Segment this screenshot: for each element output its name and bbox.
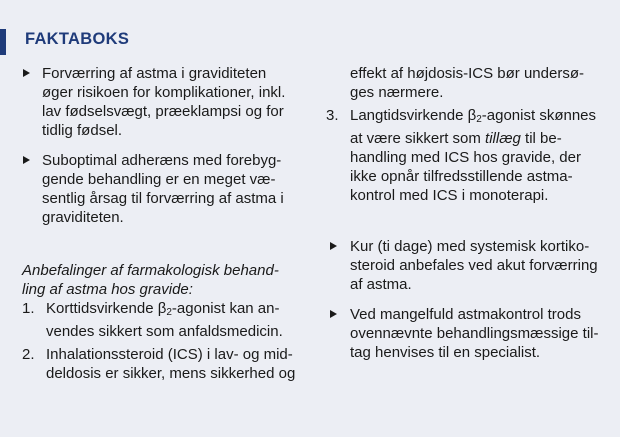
- text-line: kontrol med ICS i monoterapi.: [350, 187, 549, 204]
- left-column: [18, 64, 308, 383]
- text-line: graviditeten.: [42, 209, 124, 226]
- text-line: Korttidsvirkende $\beta_2$-agonist kan an-: [46, 300, 280, 318]
- triangle-bullet-icon: [330, 242, 337, 250]
- item-number: 3.: [326, 107, 339, 124]
- bullet-item-3: [330, 237, 608, 294]
- right-column: [326, 64, 608, 362]
- text-line: tidlig fødsel.: [42, 122, 123, 139]
- text-line: øger risikoen for komplikationer, inkl.: [42, 84, 286, 101]
- numbered-item-2: [18, 345, 308, 383]
- text-line: deldosis er sikker, mens sikkerhed og: [46, 365, 296, 382]
- text-line: lav fødselsvægt, præeklampsi og for: [42, 103, 284, 120]
- title-accent-bar: [0, 29, 6, 55]
- text-line: vendes sikkert som anfaldsmedicin.: [46, 323, 283, 340]
- numbered-item-1: [18, 299, 308, 341]
- text-line: gende behandling er en meget væ-: [42, 171, 276, 188]
- text-line: Inhalationssteroid (ICS) i lav- og mid-: [46, 346, 293, 363]
- text-line: ikke opnår tilfredsstillende astma-: [350, 168, 573, 185]
- text-line: ges nærmere.: [350, 84, 444, 101]
- text-line: Forværring af astma i graviditeten: [42, 65, 267, 82]
- text-line: Anbefalinger af farmakologisk behand-: [22, 262, 279, 279]
- text-line: Langtidsvirkende $\beta_2$-agonist skønnes: [350, 107, 597, 125]
- text-line: at være sikkert som tillæg til be-: [350, 130, 562, 147]
- text-line: ovennævnte behandlingsmæssige til-: [350, 325, 599, 342]
- recommendations-heading: [18, 261, 308, 299]
- text-line: Ved mangelfuld astmakontrol trods: [350, 306, 581, 323]
- bullet-item-2: [18, 151, 308, 227]
- text-line: steroid anbefales ved akut forværring: [350, 257, 598, 274]
- factbox-title: FAKTABOKS: [25, 30, 130, 48]
- triangle-bullet-icon: [23, 156, 30, 164]
- text-line: Kur (ti dage) med systemisk kortiko-: [350, 238, 590, 255]
- bullet-item-4: [330, 305, 608, 362]
- text-line: ling af astma hos gravide:: [22, 281, 193, 298]
- numbered-item-3: [326, 106, 608, 205]
- triangle-bullet-icon: [330, 310, 337, 318]
- item-number: 1.: [22, 300, 35, 317]
- text-line: handling med ICS hos gravide, der: [350, 149, 581, 166]
- text-line: sentlig årsag til forværring af astma i: [42, 190, 284, 207]
- text-line: af astma.: [350, 276, 412, 293]
- text-line: effekt af højdosis-ICS bør undersø-: [350, 65, 584, 82]
- text-line: Suboptimal adheræns med forebyg-: [42, 152, 282, 169]
- text-line: tag henvises til en specialist.: [350, 344, 541, 361]
- bullet-item-1: [18, 64, 308, 140]
- numbered-item-2-continued: [330, 64, 608, 102]
- triangle-bullet-icon: [23, 69, 30, 77]
- item-number: 2.: [22, 346, 35, 363]
